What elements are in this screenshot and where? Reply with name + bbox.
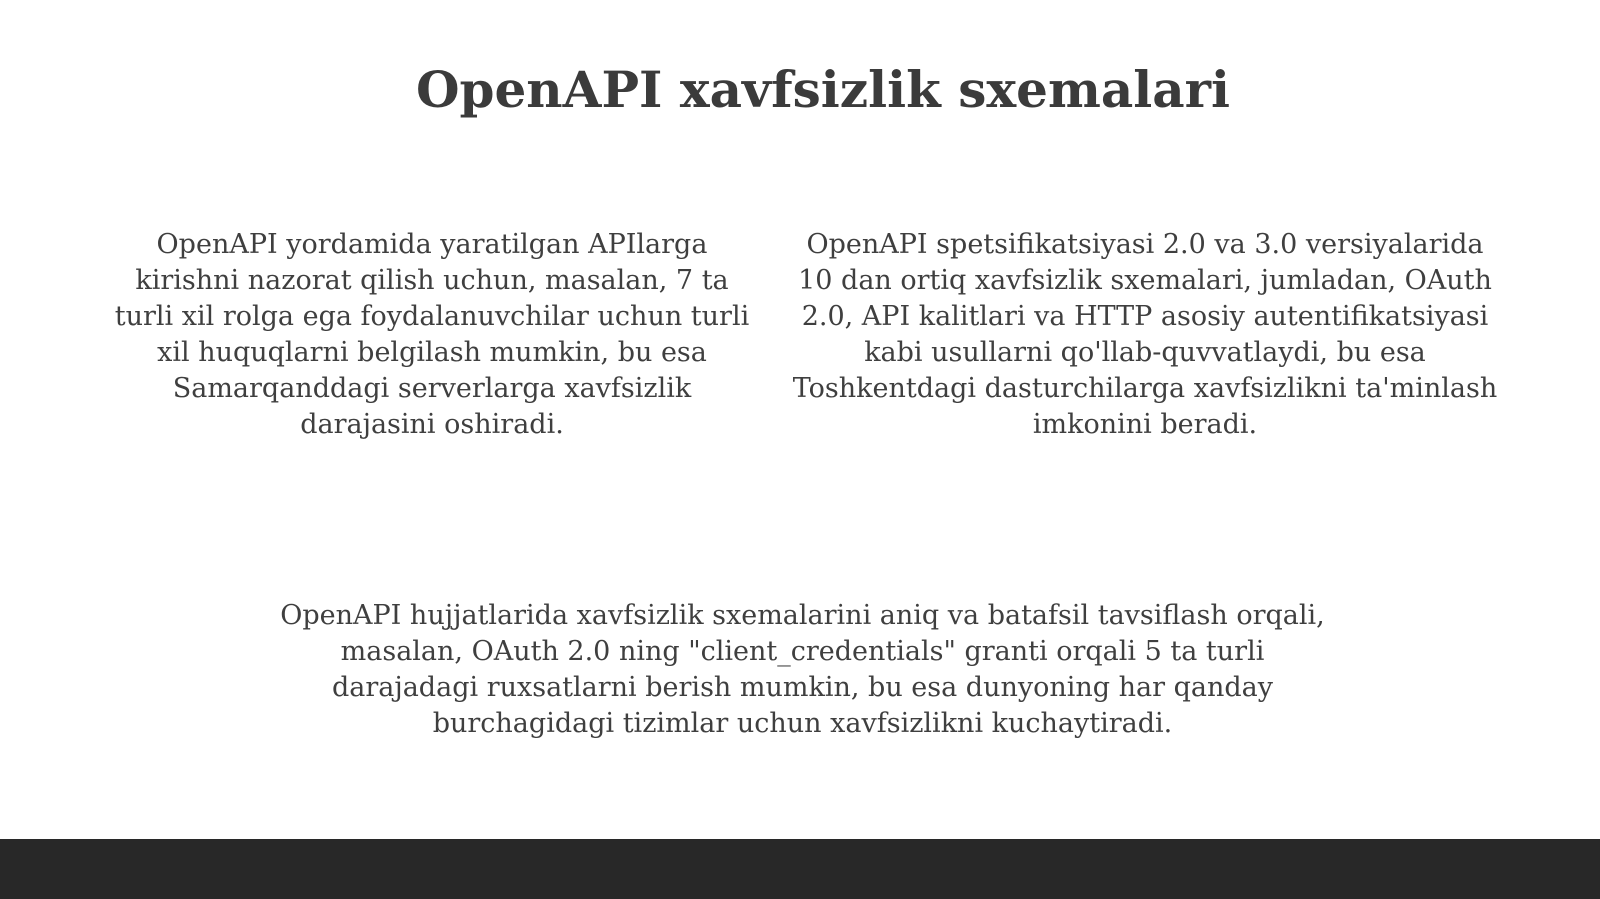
paragraph-documentation: OpenAPI hujjatlarida xavfsizlik sxemalarini aniq va batafsil tavsiflash orqali, masalan, OAuth 2.0 ning "client_credentials" granti orqali 5 ta turli darajadagi ruxsatlarni berish mumkin, bu esa dunyoning har qanday burchagidagi tizimlar uchun xavfsizlikni kuchaytiradi. <box>280 600 1325 739</box>
paragraph-security-schemes: OpenAPI spetsifikatsiyasi 2.0 va 3.0 versiyalarida 10 dan ortiq xavfsizlik sxemalari, jumladan, OAuth 2.0, API kalitlari va HTTP asosiy autentifikatsiyasi kabi usullarni qo'llab-quvvatlaydi, bu esa Toshkentdagi dasturchilarga xavfsizlikni ta'minlash imkonini beradi. <box>792 229 1498 440</box>
slide-title: OpenAPI xavfsizlik sxemalari <box>415 60 1230 119</box>
footer-bar <box>0 839 1600 899</box>
paragraph-access-control: OpenAPI yordamida yaratilgan APIlarga kirishni nazorat qilish uchun, masalan, 7 ta turli xil rolga ega foydalanuvchilar uchun turli xil huquqlarni belgilash mumkin, bu esa Samarqanddagi serverlarga xavfsizlik darajasini oshiradi. <box>114 229 750 440</box>
